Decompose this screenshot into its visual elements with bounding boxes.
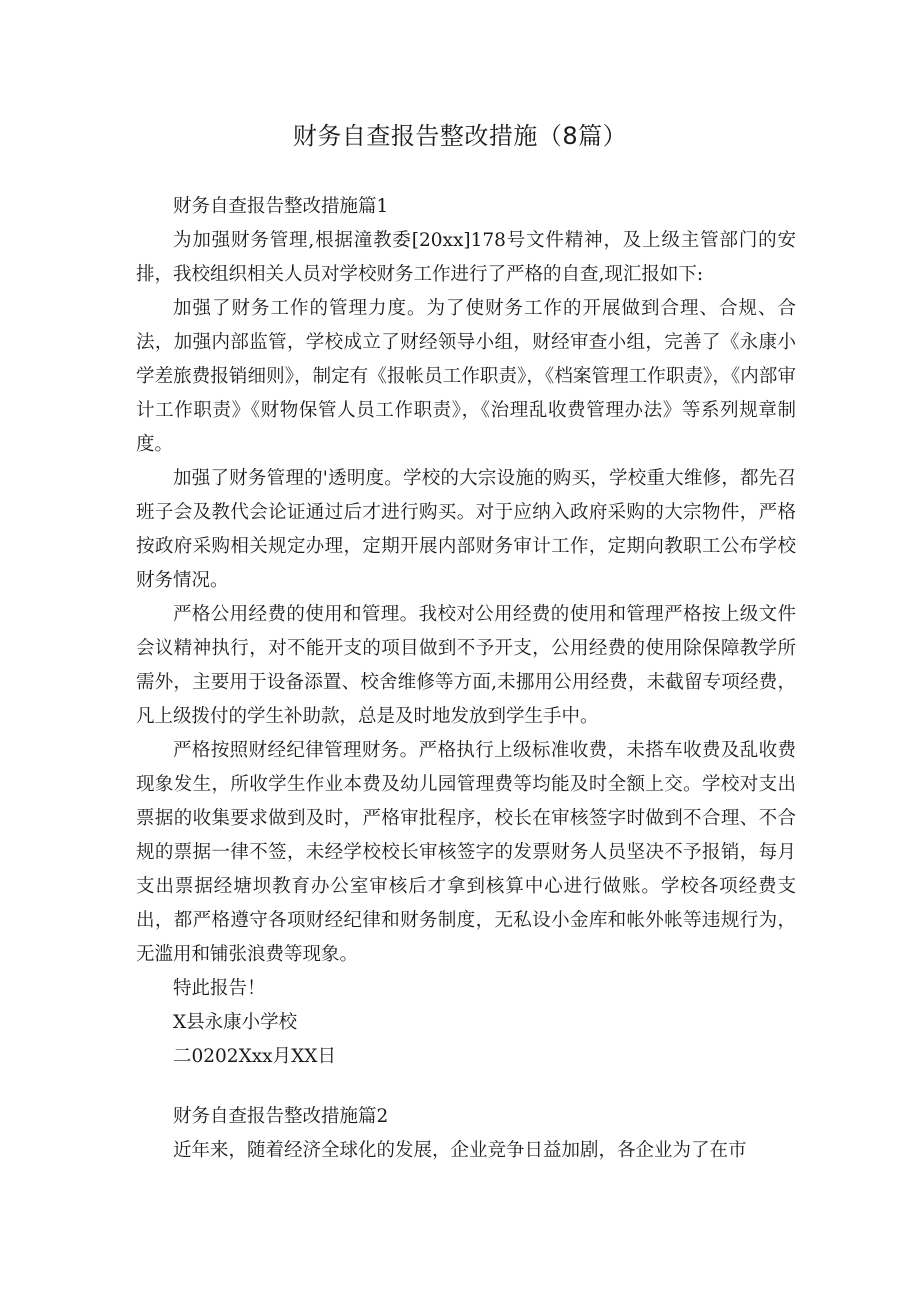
paragraph: 加强了财务管理的'透明度。学校的大宗设施的购买，学校重大维修，都先召班子会及教代会论证通过后才进行购买。对于应纳入政府采购的大宗物件，严格按政府采购相关规定办理，定期开展内部财务审计工作，定期向教职工公布学校财务情况。 — [136, 468, 796, 591]
paragraph: 为加强财务管理,根据潼教委[20xx]178号文件精神，及上级主管部门的安排，我校组织相关人员对学校财务工作进行了严格的自查,现汇报如下: — [136, 230, 796, 285]
document-title: 财务自查报告整改措施（8篇） — [292, 122, 628, 150]
paragraph: 严格按照财经纪律管理财务。严格执行上级标准收费，未搭车收费及乱收费现象发生，所收学生作业本费及幼儿园管理费等均能及时全额上交。学校对支出票据的收集要求做到及时，严格审批程序，校长在审核签字时做到不合理、不合规的票据一律不签，未经学校校长审核签字的发票财务人员坚决不予报销，每月支出票据经塘坝教育办公室审核后才拿到核算中心进行做账。学校各项经费支出，都严格遵守各项财经纪律和财务制度，无私设小金库和帐外帐等违规行为，无滥用和铺张浪费等现象。 — [136, 740, 796, 965]
paragraph: 加强了财务工作的管理力度。为了使财务工作的开展做到合理、合规、合法，加强内部监管，学校成立了财经领导小组，财经审查小组，完善了《永康小学差旅费报销细则》，制定有《报帐员工作职责》，《档案管理工作职责》，《内部审计工作职责》《财物保管人员工作职责》，《治理乱收费管理办法》等系列规章制度。 — [136, 298, 796, 455]
section-heading: 财务自查报告整改措施篇1 — [173, 196, 389, 217]
section-heading: 财务自查报告整改措施篇2 — [173, 1106, 389, 1127]
section-gap — [136, 1074, 796, 1100]
paragraph: 近年来，随着经济全球化的发展，企业竞争日益加剧，各企业为了在市 — [173, 1140, 747, 1161]
closing-line: 特此报告！ — [173, 978, 266, 999]
date-line: 二0202Xxx月XX日 — [173, 1046, 336, 1067]
document-body — [136, 190, 796, 1168]
paragraph: 严格公用经费的使用和管理。我校对公用经费的使用和管理严格按上级文件会议精神执行，对不能开支的项目做到不予开支，公用经费的使用除保障教学所需外，主要用于设备添置、校舍维修等方面,未挪用公用经费，未截留专项经费，凡上级拨付的学生补助款，总是及时地发放到学生手中。 — [136, 604, 796, 727]
signature-line: X县永康小学校 — [173, 1012, 298, 1033]
